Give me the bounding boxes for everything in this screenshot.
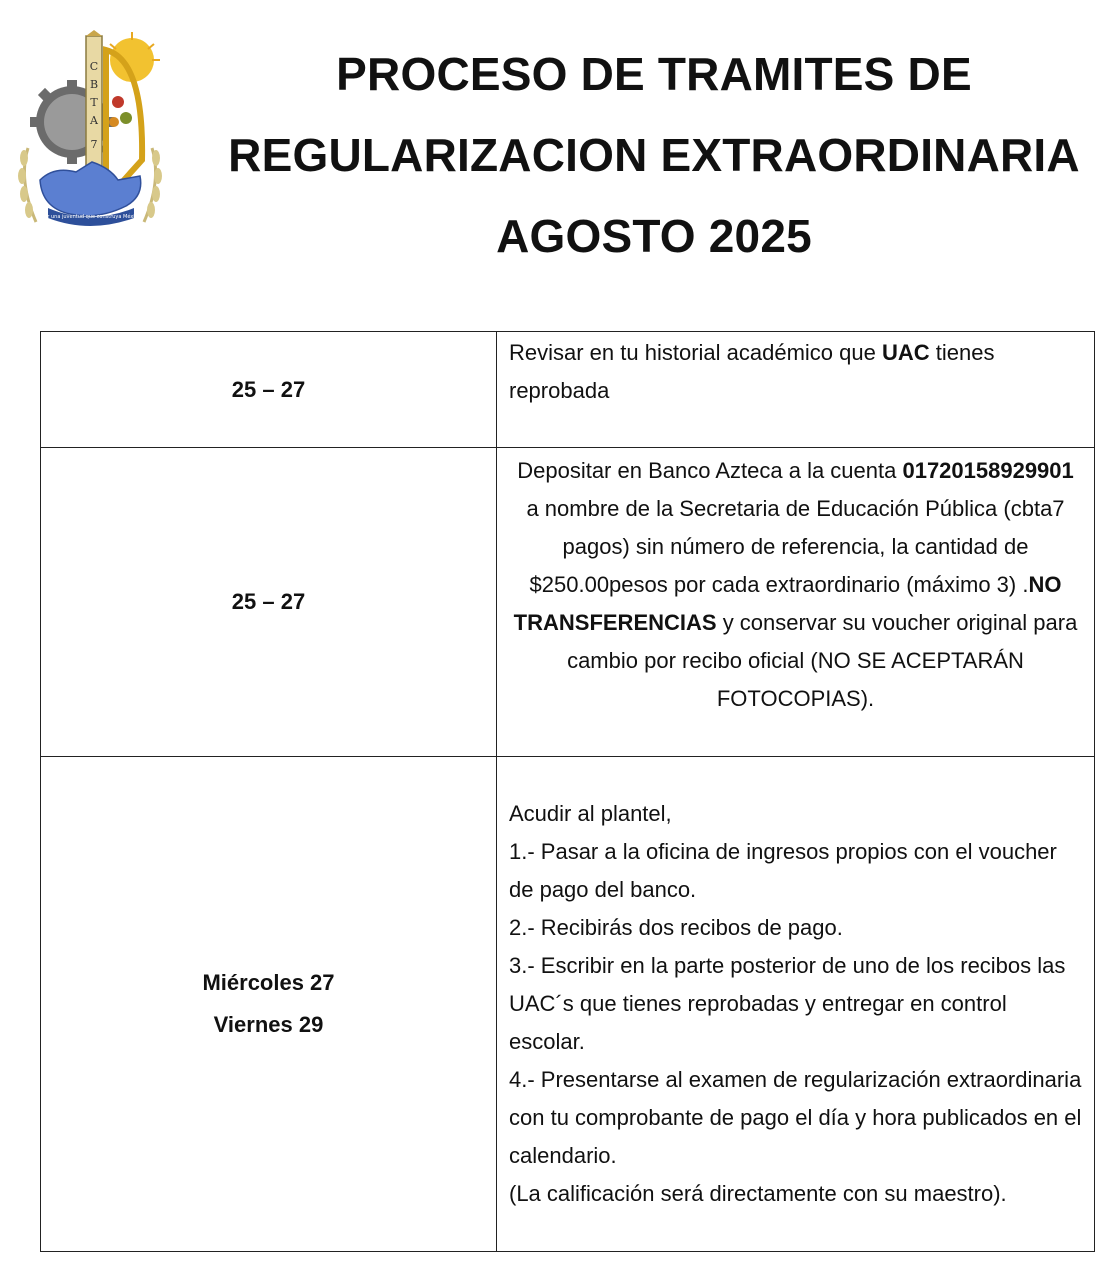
- step-text: y conservar su voucher original para cambio por recibo oficial (NO SE ACEPTARÁN FOTOCOPIAS).: [567, 610, 1078, 711]
- step-text: tienes reprobada: [509, 340, 995, 403]
- title-line-2: REGULARIZACION EXTRAORDINARIA: [228, 129, 1080, 181]
- table-row: [41, 757, 1095, 1252]
- step-date-cell: [41, 448, 497, 757]
- step-line: (La calificación será directamente con su maestro).: [509, 1181, 1007, 1206]
- procedure-table: [40, 331, 1095, 1252]
- step-text: Depositar en Banco Azteca a la cuenta: [517, 458, 903, 483]
- account-number: 01720158929901: [902, 458, 1074, 483]
- school-logo: [14, 30, 166, 228]
- title-line-1: PROCESO DE TRAMITES DE: [336, 48, 972, 100]
- no-transfer-note: NO TRANSFERENCIAS: [513, 572, 1062, 635]
- step-description: [497, 448, 1095, 757]
- step-date: 25 – 27: [231, 589, 306, 614]
- page-title: [206, 34, 1102, 277]
- svg-text:7: 7: [90, 138, 98, 151]
- step-line: Acudir al plantel,: [509, 801, 672, 826]
- svg-text:A: A: [90, 114, 98, 127]
- step-date-cell: [41, 332, 497, 448]
- svg-text:C: C: [89, 60, 99, 73]
- step-text: a nombre de la Secretaria de Educación Pública (cbta7 pagos) sin número de referencia, la cantidad de $250.00pesos por cada extraordinario (máximo 3) .: [526, 496, 1065, 597]
- step-line: 3.- Escribir en la parte posterior de uno de los recibos las UAC´s que tienes reprobadas y entregar en control escolar.: [509, 953, 1066, 1054]
- table-row: [41, 332, 1095, 448]
- title-line-3: AGOSTO 2025: [496, 210, 812, 262]
- svg-text:Por una juventud que construya: Por una juventud que construya México: [41, 214, 141, 220]
- step-date-line-1: Miércoles 27: [202, 970, 335, 995]
- step-line: 4.- Presentarse al examen de regularización extraordinaria con tu comprobante de pago el día y hora publicados en el calendario.: [509, 1067, 1082, 1168]
- step-date: 25 – 27: [231, 376, 306, 402]
- step-line: 1.- Pasar a la oficina de ingresos propios con el voucher de pago del banco.: [509, 839, 1057, 902]
- svg-text:T: T: [90, 96, 98, 109]
- svg-text:B: B: [89, 78, 99, 91]
- step-date-cell: [41, 757, 497, 1252]
- table-row: [41, 448, 1095, 757]
- step-date-line-2: Viernes 29: [213, 1012, 324, 1037]
- cbta-logo-icon: [14, 30, 166, 228]
- step-line: 2.- Recibirás dos recibos de pago.: [509, 915, 843, 940]
- step-description: [497, 757, 1095, 1252]
- step-bold-text: UAC: [881, 340, 930, 365]
- step-text: Revisar en tu historial académico que: [509, 340, 882, 365]
- step-description: [497, 332, 1095, 448]
